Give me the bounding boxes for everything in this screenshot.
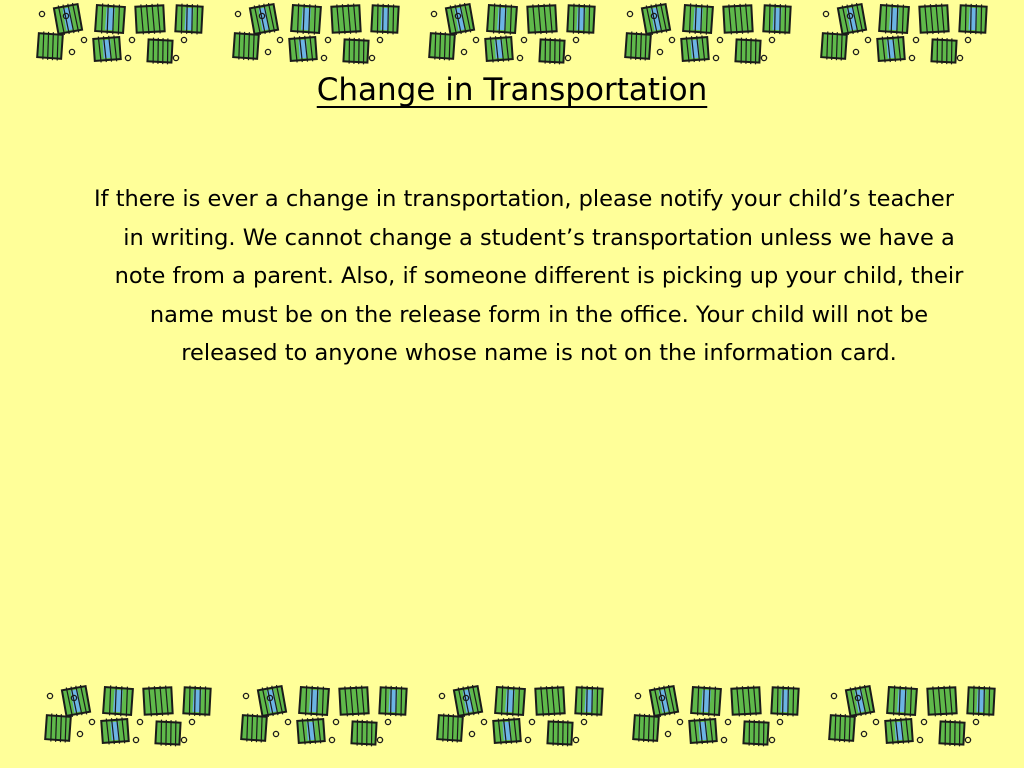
top-border (0, 0, 1024, 70)
bottom-border (0, 682, 1024, 752)
quilt-squares-icon (240, 682, 412, 752)
quilt-squares-icon (632, 682, 804, 752)
quilt-squares-icon (828, 682, 1000, 752)
quilt-squares-icon (44, 682, 216, 752)
body-paragraph: If there is ever a change in transportation, please notify your child’s teacher in writing. We cannot change a student’s transportation unless we have a note from a parent. Also, if someone different is picking up your child, their name must be on the release form in the office. Your child will not be released to anyone whose name is not on the information card. (94, 186, 964, 366)
slide-title (0, 66, 1024, 114)
body-text-block (84, 180, 964, 373)
quilt-squares-icon (232, 0, 404, 70)
quilt-squares-icon (624, 0, 796, 70)
quilt-squares-icon (428, 0, 600, 70)
quilt-squares-icon (436, 682, 608, 752)
quilt-squares-icon (36, 0, 208, 70)
slide-title-text: Change in Transportation (316, 72, 708, 108)
quilt-squares-icon (820, 0, 992, 70)
